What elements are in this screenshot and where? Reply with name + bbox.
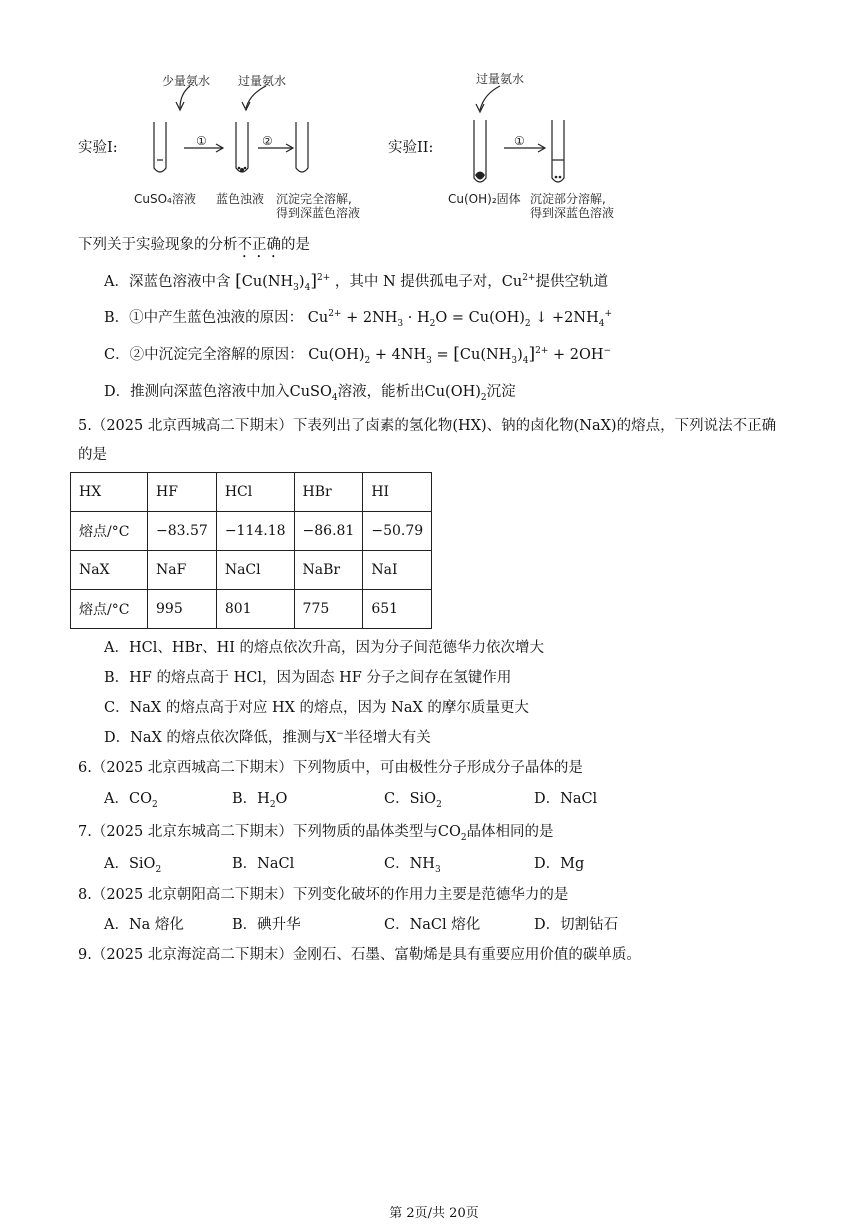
q4-option-d-mid: 溶液，能析出 <box>337 384 425 400</box>
table-row <box>71 590 432 629</box>
q4-stem-before: 下列关于实验现象的分析 <box>78 237 238 253</box>
q5-option-a: A．HCl、HBr、HI 的熔点依次升高，因为分子间范德华力依次增大 <box>104 640 545 656</box>
page-footer: 第 2页/共 20页 <box>389 1206 479 1221</box>
exp2-step1-label: ① <box>514 134 525 148</box>
q4-option-c-text: C．②中沉淀完全溶解的原因： <box>104 347 304 363</box>
q6-option-b-label: B． <box>232 791 258 807</box>
q4-option-a-tail: 提供空轨道 <box>535 274 608 290</box>
exp2-tube2-label-1: 沉淀部分溶解, <box>530 192 606 206</box>
q7-stem-pre: 7.（2025 北京东城高二下期末）下列物质的晶体类型与 <box>78 824 438 840</box>
q7-stem: 7.（2025 北京东城高二下期末）下列物质的晶体类型与$CO_2$晶体相同的是 <box>78 824 554 843</box>
table-cell: HX <box>71 473 148 512</box>
formula-cu-nh3-4: $Cu(NH_3)_4$ <box>241 274 311 293</box>
q8-option-d: D．切割钻石 <box>534 917 619 933</box>
q4-option-c <box>104 343 611 366</box>
exp1-tube1-label: CuSO₄溶液 <box>134 192 196 206</box>
q6-option-c-label: C． <box>384 791 410 807</box>
table-cell: −86.81 <box>294 512 363 551</box>
equation-b: $Cu^{2+} + 2NH_3 \cdot H_2O = Cu(OH)_2$ ↓ $+2NH_4^+$ <box>307 309 613 329</box>
table-cell: −50.79 <box>363 512 432 551</box>
table-cell: 775 <box>294 590 363 629</box>
q4-stem-after: 的是 <box>281 237 310 253</box>
melting-point-table <box>70 472 432 629</box>
q4-stem <box>78 233 310 261</box>
table-cell: HF <box>148 473 217 512</box>
table-cell: HI <box>363 473 432 512</box>
q5-option-c: C．NaX 的熔点高于对应 HX 的熔点，因为 NaX 的摩尔质量更大 <box>104 700 529 716</box>
q4-option-a <box>104 270 608 293</box>
q5-option-d-post: 半径增大有关 <box>343 730 431 746</box>
q8-option-a: A．Na 熔化 <box>104 917 184 933</box>
q6-option-a-label: A． <box>104 791 129 807</box>
q4-option-a-text: A．深蓝色溶液中含 <box>104 274 231 290</box>
q6-option-b: B．$H_2O$ <box>232 791 288 810</box>
table-row <box>71 551 432 590</box>
table-cell: NaF <box>148 551 217 590</box>
table-cell: HCl <box>216 473 294 512</box>
exp1-step2-label: ② <box>262 134 273 148</box>
q5-option-d <box>104 726 431 747</box>
q4-option-d <box>104 380 516 403</box>
table-row <box>71 512 432 551</box>
table-cell: HBr <box>294 473 363 512</box>
table-cell: 801 <box>216 590 294 629</box>
q4-option-b <box>104 306 612 329</box>
table-cell: NaI <box>363 551 432 590</box>
table-cell: 995 <box>148 590 217 629</box>
formula-x-minus: X− <box>325 729 344 746</box>
q7-option-c-label: C． <box>384 856 410 872</box>
q4-option-d-text: D．推测向深蓝色溶液中加入 <box>104 384 290 400</box>
exp2-reagent-label: 过量氨水 <box>476 72 525 86</box>
q7-option-d: D．Mg <box>534 856 585 872</box>
formula-cu2plus: $Cu^{2+}$ <box>501 273 536 290</box>
exp1-label: 实验I: <box>78 140 118 156</box>
q4-option-d-post: 沉淀 <box>486 384 516 400</box>
q4-option-b-text: B．①中产生蓝色浊液的原因： <box>104 310 304 326</box>
q6-option-c: C．SiO$_2$ <box>384 791 442 810</box>
exp2-label: 实验II: <box>388 140 434 156</box>
q6-option-a: A．$CO_2$ <box>104 791 158 810</box>
exp2-tube2-label-2: 得到深蓝色溶液 <box>530 206 615 220</box>
exp1-reagent-a-label: 少量氨水 <box>162 74 211 88</box>
formula-cuso4: CuSO$_4$ <box>289 384 338 403</box>
table-cell: NaBr <box>294 551 363 590</box>
formula-cuoh2: $Cu(OH)_2$ <box>424 384 487 403</box>
q8-stem: 8.（2025 北京朝阳高二下期末）下列变化破坏的作用力主要是范德华力的是 <box>78 887 569 903</box>
exp1-tube3-label-1: 沉淀完全溶解, <box>276 192 352 206</box>
q9-stem: 9.（2025 北京海淀高二下期末）金刚石、石墨、富勒烯是具有重要应用价值的碳单质。 <box>78 947 641 963</box>
table-cell: −83.57 <box>148 512 217 551</box>
table-cell: 熔点/°C <box>71 590 148 629</box>
q8-option-c: C．NaCl 熔化 <box>384 917 481 933</box>
q4-option-a-post: ，其中 N 提供孤电子对， <box>334 274 502 290</box>
table-cell: 熔点/°C <box>71 512 148 551</box>
table-cell: NaCl <box>216 551 294 590</box>
q7-option-c: C．$NH_3$ <box>384 856 441 875</box>
q5-stem-line2: 的是 <box>78 447 107 463</box>
q6-option-d: D．NaCl <box>534 791 598 807</box>
formula-bracket-close: ] <box>310 271 317 291</box>
exp1-tube3-label-2: 得到深蓝色溶液 <box>276 206 361 220</box>
q7-option-a-label: A． <box>104 856 129 872</box>
q5-stem-line1: 5.（2025 北京西城高二下期末）下表列出了卤素的氢化物(HX)、钠的卤化物(NaX)的熔点，下列说法不正确 <box>78 418 777 434</box>
q6-stem: 6.（2025 北京西城高二下期末）下列物质中，可由极性分子形成分子晶体的是 <box>78 760 583 776</box>
table-cell: 651 <box>363 590 432 629</box>
q7-option-a: A．SiO$_2$ <box>104 856 162 875</box>
exp1-reagent-b-label: 过量氨水 <box>238 74 287 88</box>
equation-c: $Cu(OH)_2 + 4NH_3 = [Cu(NH_3)_4]^{2+} + 2OH^-$ <box>308 344 612 366</box>
formula-charge: 2+ <box>316 273 331 284</box>
exp1-tube2-label: 蓝色浊液 <box>216 192 265 206</box>
q5-option-d-text: D．NaX 的熔点依次降低，推测与 <box>104 730 326 746</box>
complex-ion-formula: [ <box>235 271 242 291</box>
table-cell: −114.18 <box>216 512 294 551</box>
exp1-step1-label: ① <box>196 134 207 148</box>
table-row <box>71 473 432 512</box>
table-cell: NaX <box>71 551 148 590</box>
q7-option-b: B．NaCl <box>232 856 295 872</box>
q8-option-b: B．碘升华 <box>232 917 301 933</box>
q4-stem-emphasis: 不正确 <box>237 237 281 253</box>
q7-stem-post: 晶体相同的是 <box>466 824 554 840</box>
q5-option-b: B．HF 的熔点高于 HCl，因为固态 HF 分子之间存在氢键作用 <box>104 670 512 686</box>
exp2-tube1-label: Cu(OH)₂固体 <box>448 192 521 206</box>
